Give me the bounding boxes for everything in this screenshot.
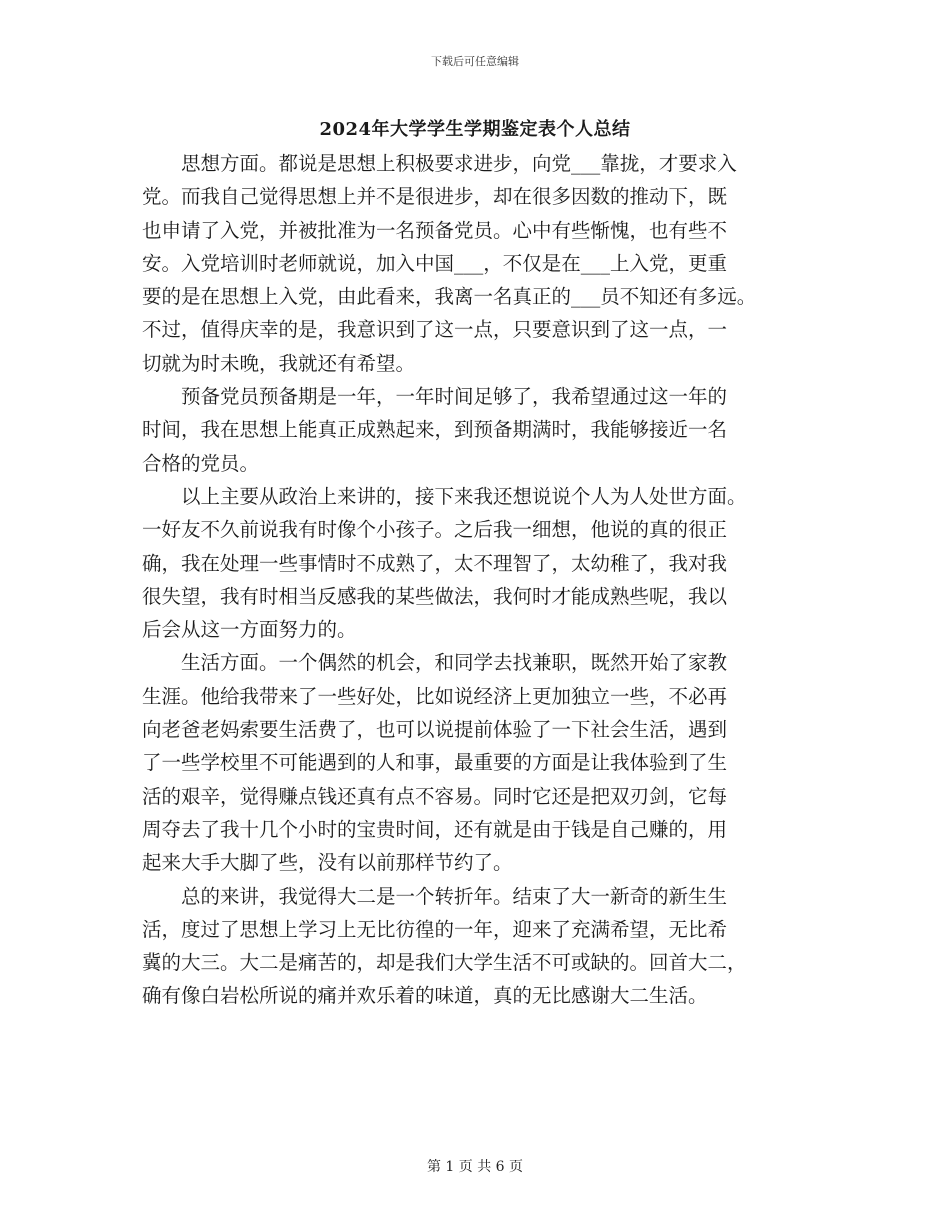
text-line: 生活方面。一个偶然的机会，和同学去找兼职，既然开始了家教 bbox=[142, 651, 728, 675]
header-note: 下载后可任意编辑 bbox=[431, 55, 519, 68]
paragraph-summary bbox=[142, 880, 822, 1013]
paragraph-personal-conduct bbox=[142, 480, 822, 646]
text-line: 以上主要从政治上来讲的，接下来我还想说说个人为人处世方面。 bbox=[142, 484, 747, 508]
text-line: 不过，值得庆幸的是，我意识到了这一点，只要意识到了这一点，一 bbox=[142, 318, 728, 342]
text-line: 活，度过了思想上学习上无比彷徨的一年，迎来了充满希望，无比希 bbox=[142, 917, 728, 941]
text-line: 周夺去了我十几个小时的宝贵时间，还有就是由于钱是自己赚的，用 bbox=[142, 817, 728, 841]
page-footer: 第 1 页 共 6 页 bbox=[426, 1159, 524, 1175]
document-body bbox=[142, 147, 822, 1013]
text-line: 切就为时未晚，我就还有希望。 bbox=[142, 351, 416, 375]
text-line: 确有像白岩松所说的痛并欢乐着的味道，真的无比感谢大二生活。 bbox=[142, 984, 708, 1008]
paragraph-probation bbox=[142, 380, 822, 480]
document-title: 2024年大学学生学期鉴定表个人总结 bbox=[319, 119, 631, 140]
paragraph-life bbox=[142, 646, 822, 879]
text-line: 生涯。他给我带来了一些好处，比如说经济上更加独立一些，不必再 bbox=[142, 684, 728, 708]
text-line: 了一些学校里不可能遇到的人和事，最重要的方面是让我体验到了生 bbox=[142, 751, 728, 775]
text-line: 一好友不久前说我有时像个小孩子。之后我一细想，他说的真的很正 bbox=[142, 518, 728, 542]
text-line: 后会从这一方面努力的。 bbox=[142, 618, 357, 642]
text-line: 总的来讲，我觉得大二是一个转折年。结束了大一新奇的新生生 bbox=[142, 884, 728, 908]
text-line: 活的艰辛，觉得赚点钱还真有点不容易。同时它还是把双刃剑，它每 bbox=[142, 784, 728, 808]
paragraph-ideology bbox=[142, 147, 822, 380]
text-line: 安。入党培训时老师就说，加入中国___，不仅是在___上入党，更重 bbox=[142, 251, 728, 275]
text-line: 起来大手大脚了些，没有以前那样节约了。 bbox=[142, 851, 513, 875]
text-line: 冀的大三。大二是痛苦的，却是我们大学生活不可或缺的。回首大二， bbox=[142, 951, 747, 975]
text-line: 思想方面。都说是思想上积极要求进步，向党___靠拢，才要求入 bbox=[142, 152, 737, 175]
text-line: 时间，我在思想上能真正成熟起来，到预备期满时，我能够接近一名 bbox=[142, 418, 728, 442]
text-line: 确，我在处理一些事情时不成熟了，太不理智了，太幼稚了，我对我 bbox=[142, 551, 728, 575]
text-line: 也申请了入党，并被批准为一名预备党员。心中有些惭愧，也有些不 bbox=[142, 218, 728, 242]
text-line: 很失望，我有时相当反感我的某些做法，我何时才能成熟些呢，我以 bbox=[142, 584, 728, 608]
text-line: 合格的党员。 bbox=[142, 451, 260, 475]
text-line: 要的是在思想上入党，由此看来，我离一名真正的___员不知还有多远。 bbox=[142, 285, 757, 309]
text-line: 向老爸老妈索要生活费了，也可以说提前体验了一下社会生活，遇到 bbox=[142, 718, 728, 742]
text-line: 党。而我自己觉得思想上并不是很进步，却在很多因数的推动下，既 bbox=[142, 185, 728, 209]
text-line: 预备党员预备期是一年，一年时间足够了，我希望通过这一年的 bbox=[142, 385, 728, 409]
